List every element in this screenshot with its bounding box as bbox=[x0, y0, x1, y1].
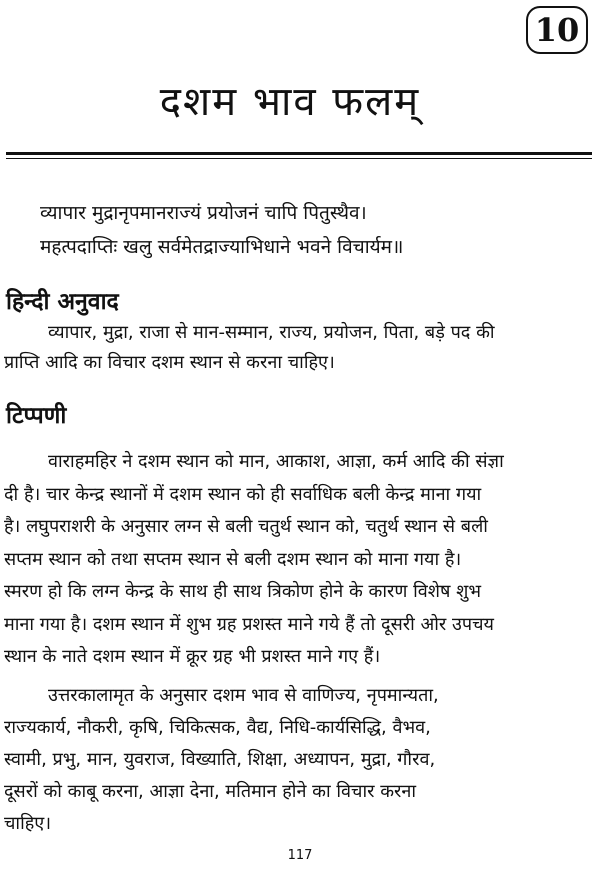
paragraph-line: माना गया है। दशम स्थान में शुभ ग्रह प्रशस्त माने गये हैं तो दूसरी ओर उपचय bbox=[4, 613, 494, 635]
paragraph-line: सप्तम स्थान को तथा सप्तम स्थान से बली दशम स्थान को माना गया है। bbox=[4, 548, 462, 570]
paragraph-line: दी है। चार केन्द्र स्थानों में दशम स्थान को ही सर्वाधिक बली केन्द्र माना गया bbox=[4, 483, 482, 505]
paragraph-line: व्यापार, मुद्रा, राजा से मान-सम्मान, राज्य, प्रयोजन, पिता, बड़े पद की bbox=[48, 322, 495, 343]
paragraph-line: दूसरों को काबू करना, आज्ञा देना, मतिमान होने का विचार करना bbox=[4, 781, 417, 802]
page-number: 117 bbox=[287, 848, 313, 863]
chapter-title: दशम भाव फलम् bbox=[159, 79, 421, 125]
commentary-paragraph-1 bbox=[4, 446, 596, 674]
paragraph-line: चाहिए। bbox=[4, 813, 52, 834]
paragraph-line: है। लघुपराशरी के अनुसार लग्न से बली चतुर्थ स्थान को, चतुर्थ स्थान से बली bbox=[4, 516, 488, 537]
paragraph-line: वाराहमहिर ने दशम स्थान को मान, आकाश, आज्ञा, कर्म आदि की संज्ञा bbox=[48, 451, 504, 472]
paragraph-line: स्थान के नाते दशम स्थान में क्रूर ग्रह भी प्रशस्त माने गए हैं। bbox=[4, 646, 381, 667]
paragraph-line: प्राप्ति आदि का विचार दशम स्थान से करना चाहिए। bbox=[4, 352, 335, 373]
verse-line: महत्पदाप्तिः खलु सर्वमेतद्राज्याभिधाने भवने विचार्यम॥ bbox=[40, 236, 404, 258]
paragraph-line: स्वामी, प्रभु, मान, युवराज, विख्याति, शिक्षा, अध्यापन, मुद्रा, गौरव, bbox=[4, 749, 436, 770]
chapter-number: 10 bbox=[534, 11, 580, 49]
paragraph-line: स्मरण हो कि लग्न केन्द्र के साथ ही साथ त्रिकोण होने के कारण विशेष शुभ bbox=[4, 581, 482, 602]
paragraph-line: राज्यकार्य, नौकरी, कृषि, चिकित्सक, वैद्य, निधि-कार्यसिद्धि, वैभव, bbox=[4, 717, 431, 738]
commentary-paragraph-2 bbox=[4, 680, 596, 840]
sanskrit-verse bbox=[40, 196, 590, 264]
chapter-number-badge bbox=[526, 6, 588, 54]
commentary-heading: टिप्पणी bbox=[6, 403, 67, 429]
title-divider-thick bbox=[6, 152, 592, 155]
title-divider-thin bbox=[6, 158, 592, 159]
paragraph-line: उत्तरकालामृत के अनुसार दशम भाव से वाणिज्य, नृपमान्यता, bbox=[48, 685, 439, 706]
translation-heading: हिन्दी अनुवाद bbox=[6, 289, 119, 315]
verse-line: व्यापार मुद्रानृपमानराज्यं प्रयोजनं चापि पितुस्थैव। bbox=[40, 202, 367, 224]
translation-paragraph bbox=[4, 318, 596, 378]
